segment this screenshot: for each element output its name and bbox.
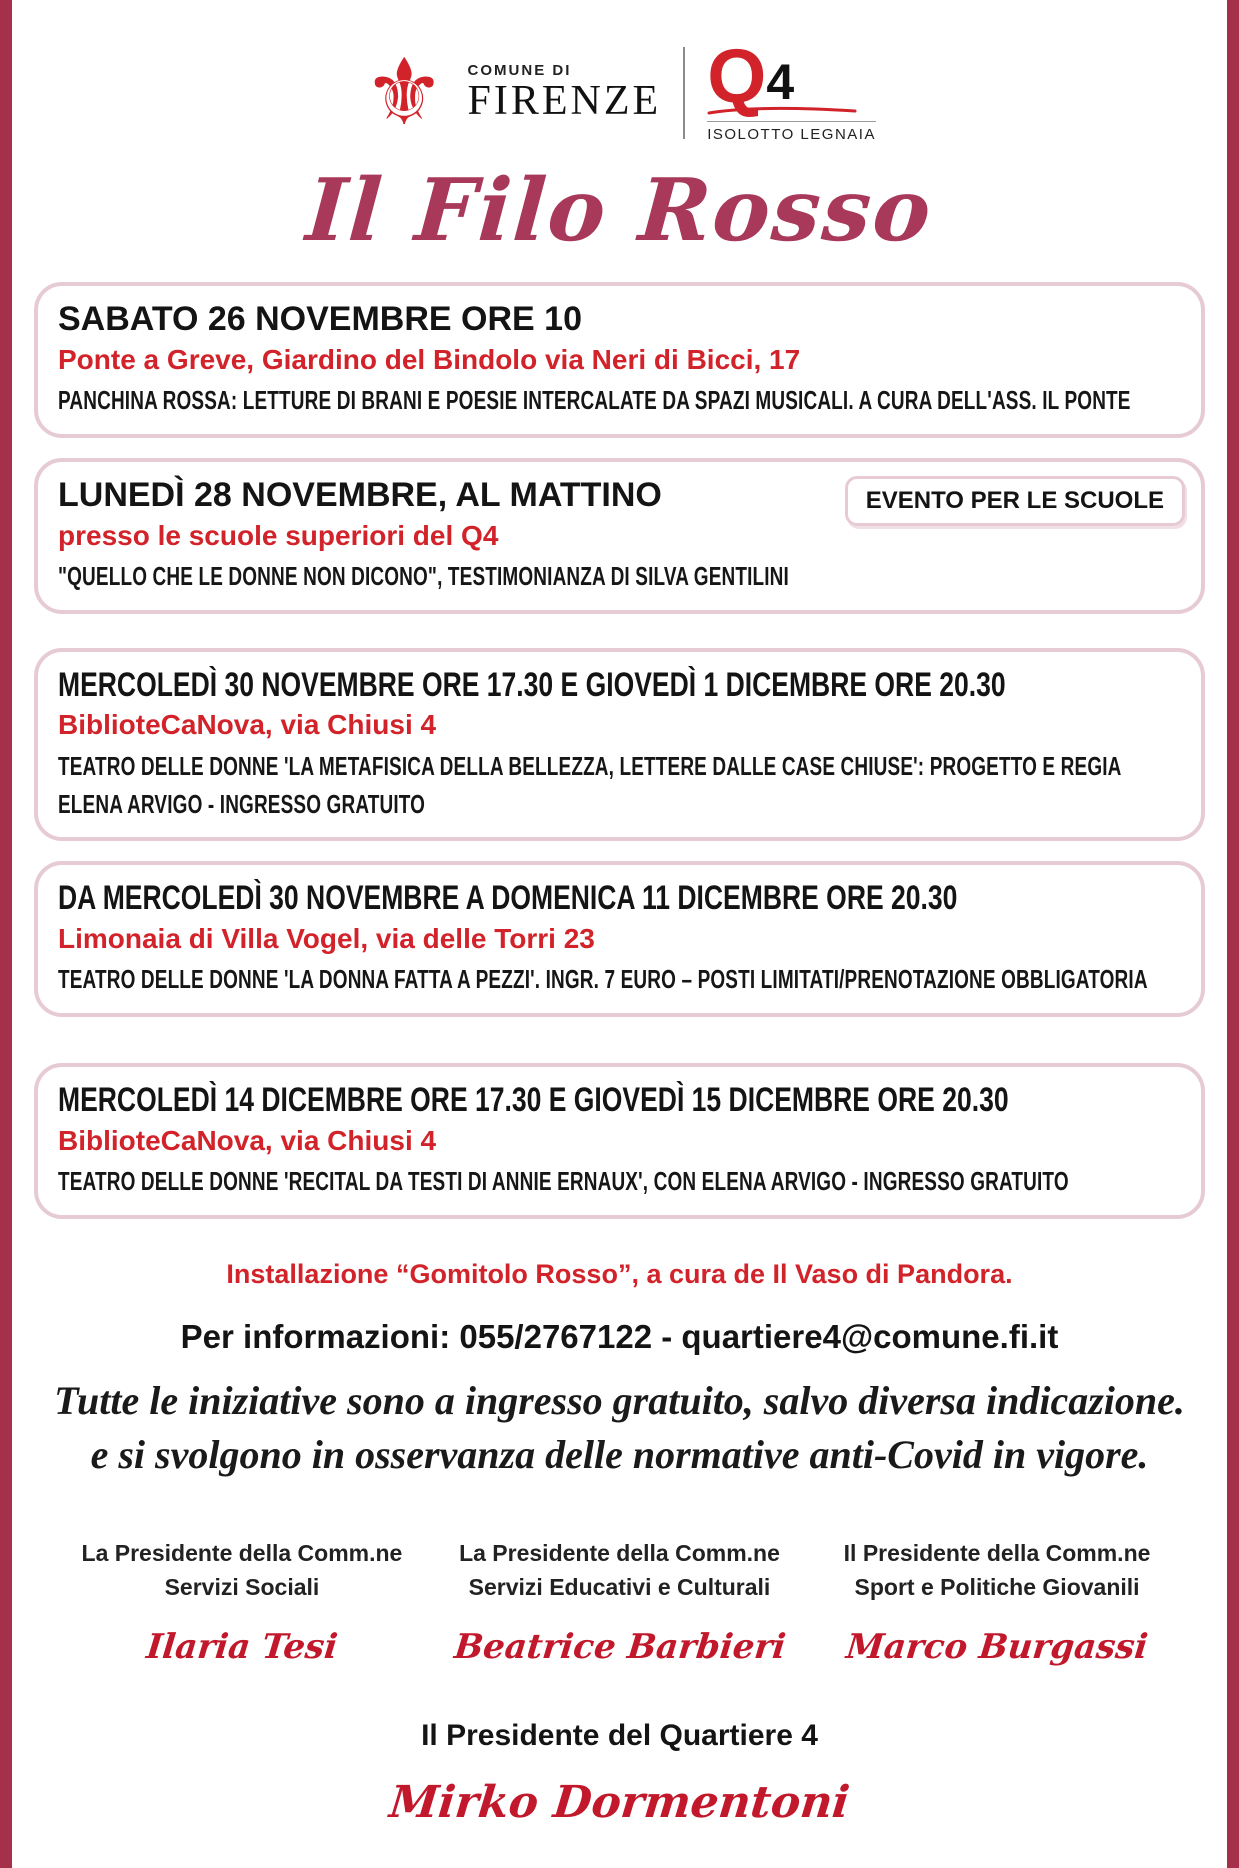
right-accent-bar xyxy=(1227,0,1239,1868)
notice-line-1: Tutte le iniziative sono a ingresso gratuito, salvo diversa indicazione. xyxy=(54,1377,1185,1423)
event-location: Limonaia di Villa Vogel, via delle Torri 23 xyxy=(58,922,595,954)
president-block xyxy=(26,1719,1213,1828)
q4-letter-q: Q xyxy=(707,33,767,119)
event-location: Ponte a Greve, Giardino del Bindolo via Neri di Bicci, 17 xyxy=(58,343,801,375)
event-description-line2: ELENA ARVIGO - INGRESSO GRATUITO xyxy=(58,788,426,819)
signatory-role-line1: La Presidente della Comm.ne xyxy=(459,1539,780,1566)
event-card-4 xyxy=(34,861,1205,1017)
signatory-servizi-sociali xyxy=(56,1536,428,1667)
event-date-heading: DA MERCOLEDÌ 30 NOVEMBRE A DOMENICA 11 DICEMBRE ORE 20.30 xyxy=(58,879,958,918)
event-description: PANCHINA ROSSA: LETTURE DI BRANI E POESIE INTERCALATE DA SPAZI MUSICALI. A CURA DELL'ASS. IL PONTE xyxy=(58,385,1131,416)
q4-swoosh-icon xyxy=(707,105,857,117)
signatory-role-line2: Servizi Educativi e Culturali xyxy=(468,1574,771,1601)
event-location: presso le scuole superiori del Q4 xyxy=(58,519,499,551)
free-entry-notice xyxy=(26,1374,1213,1482)
event-description: TEATRO DELLE DONNE 'LA METAFISICA DELLA BELLEZZA, LETTERE DALLE CASE CHIUSE': PROGETTO E REGIA xyxy=(58,750,1122,781)
signatory-sport-politiche xyxy=(811,1536,1183,1667)
isolotto-legnaia-label: ISOLOTTO LEGNAIA xyxy=(707,121,876,143)
event-location: BiblioteCaNova, via Chiusi 4 xyxy=(58,1124,437,1156)
event-date-heading: LUNEDÌ 28 NOVEMBRE, AL MATTINO xyxy=(58,476,662,515)
president-role: Il Presidente del Quartiere 4 xyxy=(421,1718,818,1752)
event-card-1 xyxy=(34,282,1205,438)
signatory-role-line1: La Presidente della Comm.ne xyxy=(81,1539,403,1566)
event-description: TEATRO DELLE DONNE 'RECITAL DA TESTI DI ANNIE ERNAUX', CON ELENA ARVIGO - INGRESSO GRATUITO xyxy=(58,1166,1069,1197)
comune-di-label: COMUNE DI xyxy=(467,62,572,80)
event-description: "QUELLO CHE LE DONNE NON DICONO", TESTIMONIANZA DI SILVA GENTILINI xyxy=(58,561,789,592)
event-card-5 xyxy=(34,1063,1205,1219)
firenze-label: FIRENZE xyxy=(467,78,662,125)
signatory-name: Ilaria Tesi xyxy=(144,1626,340,1667)
event-card-2 xyxy=(34,458,1205,614)
event-card-3 xyxy=(34,648,1205,841)
event-date-heading: MERCOLEDÌ 30 NOVEMBRE ORE 17.30 E GIOVEDÌ 1 DICEMBRE ORE 20.30 xyxy=(58,665,1006,704)
notice-line-2: e si svolgono in osservanza delle normative anti-Covid in vigore. xyxy=(90,1431,1149,1477)
event-description: TEATRO DELLE DONNE 'LA DONNA FATTA A PEZZI'. INGR. 7 EURO – POSTI LIMITATI/PRENOTAZIONE OBBLIGATORIA xyxy=(58,964,1148,995)
signatory-role xyxy=(56,1536,428,1605)
event-location: BiblioteCaNova, via Chiusi 4 xyxy=(58,709,437,741)
fleur-de-lis-icon: ⚜ xyxy=(363,39,446,146)
signatories-row xyxy=(56,1536,1183,1667)
q4-logo xyxy=(707,33,876,144)
signatory-role-line1: Il Presidente della Comm.ne xyxy=(843,1539,1151,1566)
signatory-name: Beatrice Barbieri xyxy=(451,1626,788,1667)
installation-note: Installazione “Gomitolo Rosso”, a cura de Il Vaso di Pandora. xyxy=(226,1258,1013,1289)
header-logo-row xyxy=(26,34,1213,152)
contact-info-line: Per informazioni: 055/2767122 - quartiere4@comune.fi.it xyxy=(180,1317,1059,1355)
signatory-role-line2: Sport e Politiche Giovanili xyxy=(854,1574,1140,1601)
logo-divider xyxy=(683,47,685,139)
schools-event-badge: EVENTO PER LE SCUOLE xyxy=(845,476,1185,526)
signatory-role xyxy=(811,1536,1183,1605)
signatory-role-line2: Servizi Sociali xyxy=(164,1574,320,1601)
signatory-role xyxy=(434,1536,806,1605)
page-title: Il Filo Rosso xyxy=(303,160,936,261)
event-date-heading: MERCOLEDÌ 14 DICEMBRE ORE 17.30 E GIOVEDÌ 15 DICEMBRE ORE 20.30 xyxy=(58,1081,1009,1120)
q4-digit-4: 4 xyxy=(766,53,795,110)
signatory-servizi-educativi xyxy=(434,1536,806,1667)
signatory-name: Marco Burgassi xyxy=(844,1626,1150,1667)
comune-firenze-logo xyxy=(468,62,662,123)
president-name: Mirko Dormentoni xyxy=(387,1776,852,1828)
event-date-heading: SABATO 26 NOVEMBRE ORE 10 xyxy=(58,300,582,339)
left-accent-bar xyxy=(0,0,12,1868)
q4-mark xyxy=(707,33,795,119)
